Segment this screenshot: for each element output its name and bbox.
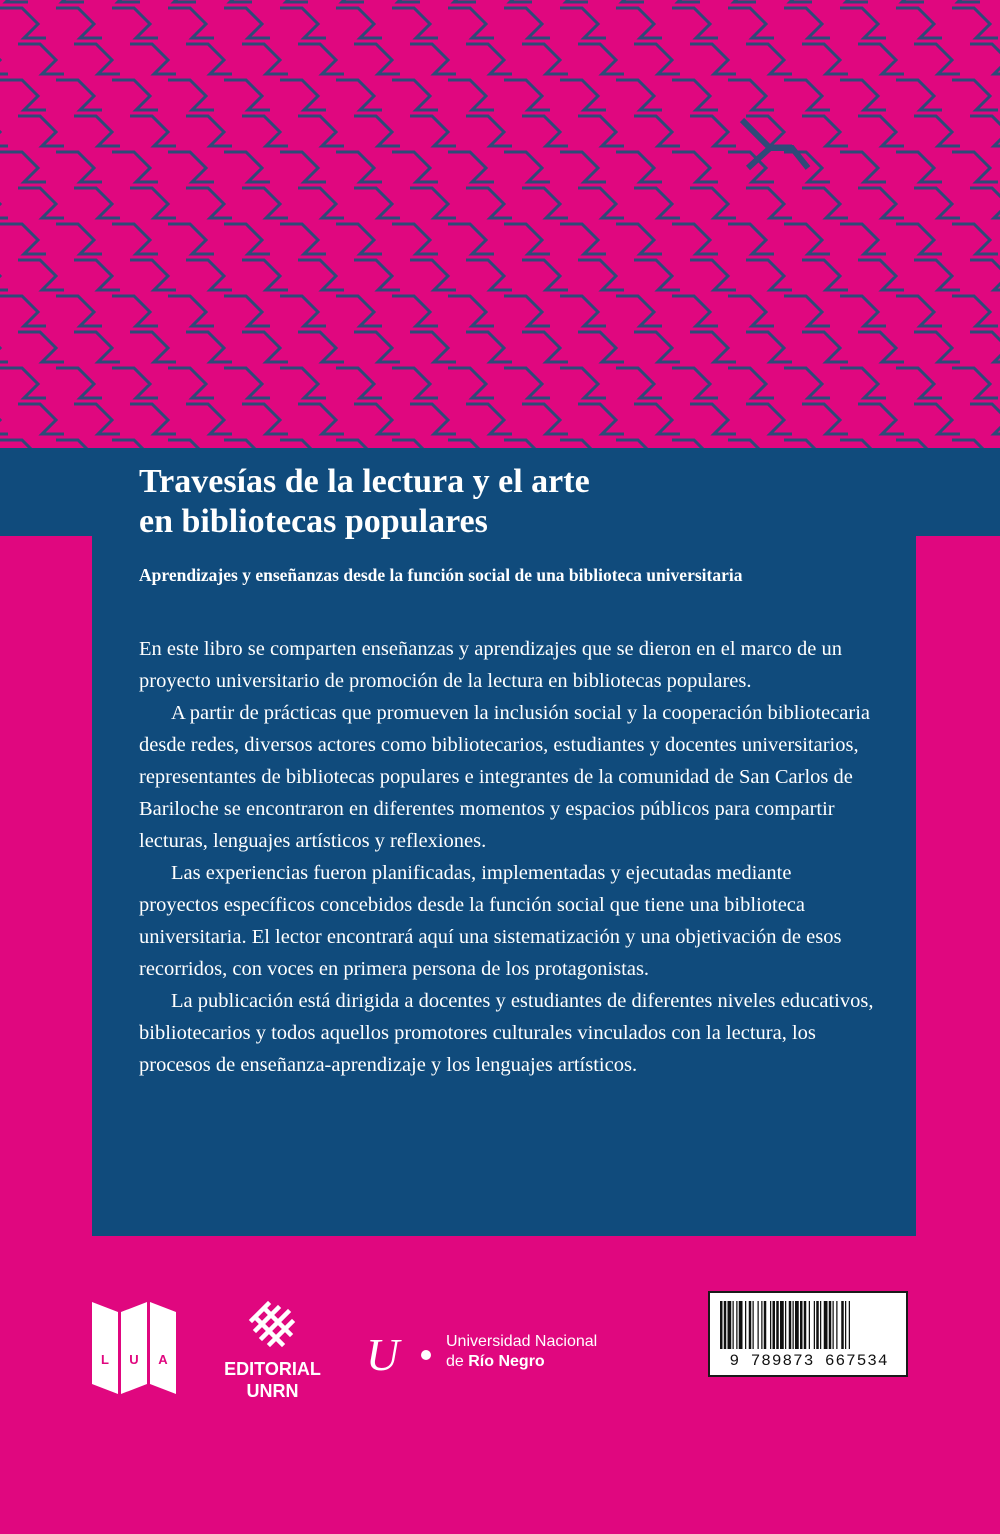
barcode-bar bbox=[841, 1301, 844, 1349]
pattern-lines bbox=[0, 0, 1000, 450]
editorial-label bbox=[210, 1358, 335, 1402]
synopsis-text bbox=[139, 633, 874, 1081]
university-u-mark-icon bbox=[364, 1330, 434, 1380]
synopsis-paragraph: Las experiencias fueron planificadas, implementadas y ejecutadas mediante proyectos específicos concebidos desde la función social que tiene una biblioteca universitaria. El lector encontrará aquí una sistematización y una objetivación de esos recorridos, con voces en primera persona de los protagonistas. bbox=[139, 862, 842, 980]
isbn-barcode bbox=[708, 1291, 908, 1377]
barcode-bar bbox=[733, 1301, 734, 1349]
barcode-bar bbox=[776, 1301, 779, 1349]
barcode-bar bbox=[809, 1301, 810, 1349]
editorial-line-2: UNRN bbox=[246, 1381, 299, 1401]
barcode-bar bbox=[749, 1301, 752, 1349]
editorial-unrn-logo bbox=[210, 1300, 335, 1410]
lua-letter-u: U bbox=[129, 1352, 139, 1367]
barcode-bar bbox=[833, 1301, 834, 1349]
barcode-bar bbox=[720, 1301, 723, 1349]
book-subtitle: Aprendizajes y enseñanzas desde la función social de una biblioteca universitaria bbox=[139, 565, 743, 585]
barcode-bar bbox=[793, 1301, 794, 1349]
barcode-bar bbox=[845, 1301, 846, 1349]
barcode-bar bbox=[773, 1301, 776, 1349]
isbn-number: 9 789873 667534 bbox=[729, 1352, 889, 1370]
barcode-bar bbox=[739, 1301, 743, 1349]
synopsis-paragraph: La publicación está dirigida a docentes y estudiantes de diferentes niveles educativos, bibliotecarios y todos aquellos promotores culturales vinculados con la lectura, los procesos de enseñanza-aprendizaje y los lenguajes artísticos. bbox=[139, 990, 874, 1076]
barcode-bar bbox=[836, 1301, 837, 1349]
geometric-pattern bbox=[0, 0, 1000, 450]
university-line-2 bbox=[446, 1352, 597, 1372]
book-title bbox=[139, 462, 899, 542]
barcode-bar bbox=[764, 1301, 767, 1349]
barcode-bar bbox=[789, 1301, 792, 1349]
barcode-bar bbox=[814, 1301, 815, 1349]
universidad-rio-negro-logo bbox=[364, 1330, 654, 1380]
barcode-bar bbox=[820, 1301, 821, 1349]
title-line-2: en bibliotecas populares bbox=[139, 503, 488, 540]
lua-letter-a: A bbox=[158, 1352, 168, 1367]
editorial-line-1: EDITORIAL bbox=[224, 1359, 321, 1379]
barcode-bar bbox=[736, 1301, 737, 1349]
barcode-bar bbox=[761, 1301, 762, 1349]
barcode-bar bbox=[785, 1301, 786, 1349]
title-line-1: Travesías de la lectura y el arte bbox=[139, 463, 590, 500]
university-bold-name: Río Negro bbox=[468, 1353, 545, 1370]
synopsis-paragraph: En este libro se comparten enseñanzas y aprendizajes que se dieron en el marco de un proyecto universitario de promoción de la lectura en bibliotecas populares. bbox=[139, 638, 842, 692]
university-line-1: Universidad Nacional bbox=[446, 1333, 598, 1350]
barcode-bar bbox=[829, 1301, 832, 1349]
barcode-bar bbox=[780, 1301, 784, 1349]
pattern-accent bbox=[742, 120, 808, 168]
barcode-bar bbox=[795, 1301, 799, 1349]
barcode-bar bbox=[753, 1301, 754, 1349]
barcode-bar bbox=[745, 1301, 746, 1349]
editorial-mark-icon bbox=[246, 1300, 298, 1352]
university-prefix: de bbox=[446, 1353, 469, 1370]
barcode-bar bbox=[758, 1301, 759, 1349]
barcode-bar bbox=[728, 1301, 732, 1349]
lua-logo bbox=[92, 1302, 176, 1394]
u-mark-letter: U bbox=[366, 1330, 400, 1380]
barcode-bar bbox=[724, 1301, 727, 1349]
barcode-bars bbox=[718, 1301, 900, 1349]
barcode-bar bbox=[804, 1301, 807, 1349]
barcode-bar bbox=[800, 1301, 803, 1349]
barcode-bar bbox=[824, 1301, 828, 1349]
barcode-bar bbox=[770, 1301, 771, 1349]
barcode-bar bbox=[816, 1301, 819, 1349]
lua-letter-l: L bbox=[101, 1352, 109, 1367]
synopsis-paragraph: A partir de prácticas que promueven la inclusión social y la cooperación bibliotecaria desde redes, diversos actores como bibliotecarios, estudiantes y docentes universitarios, representantes de bibliotecas populares e integrantes de la comunidad de San Carlos de Bariloche se encontraron en diferentes momentos y espacios públicos para compartir lecturas, lenguajes artísticos y reflexiones. bbox=[139, 702, 871, 852]
university-name bbox=[446, 1332, 597, 1372]
barcode-bar bbox=[849, 1301, 850, 1349]
